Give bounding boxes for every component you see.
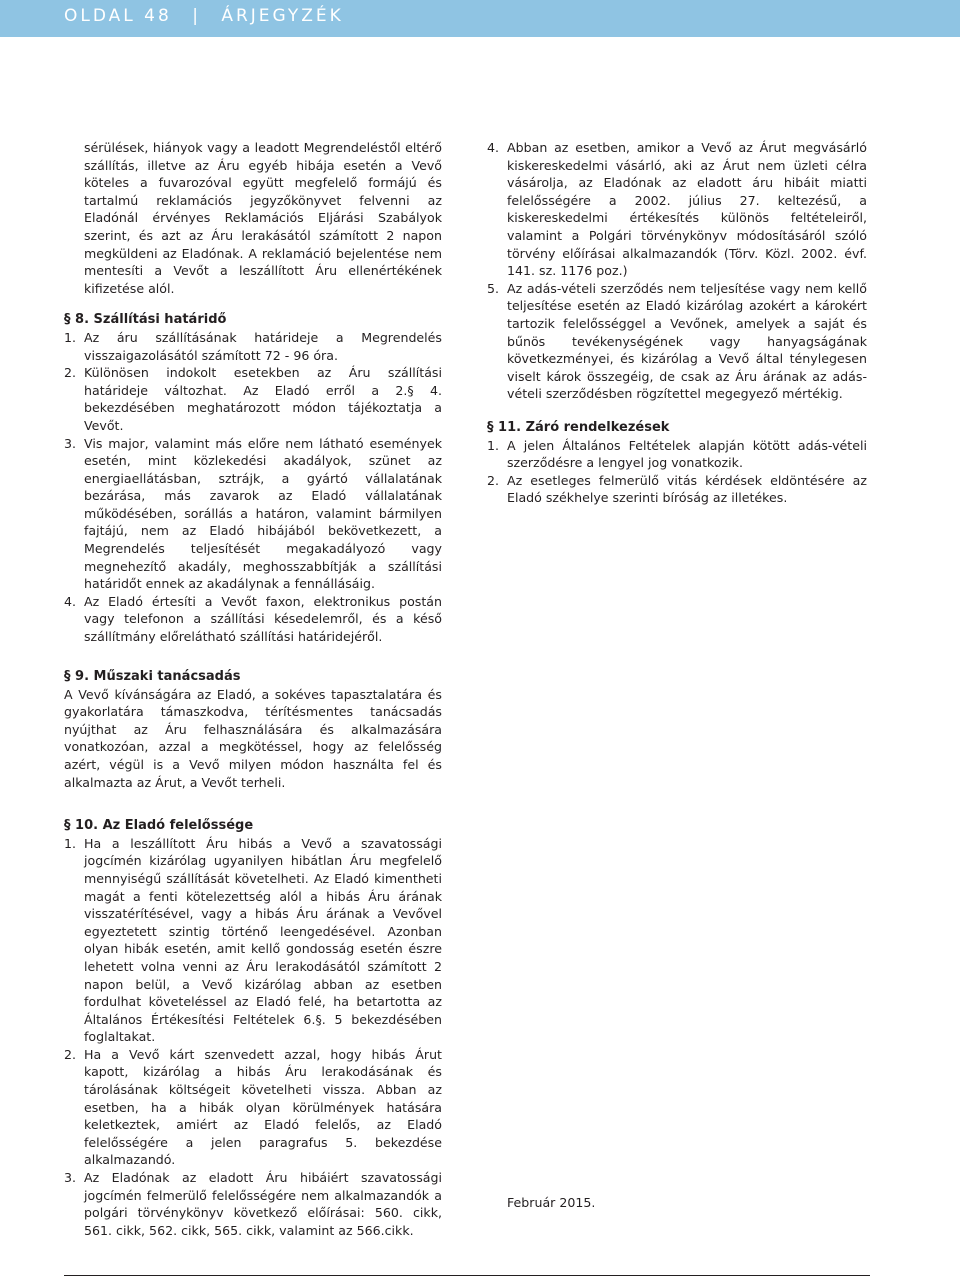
section-10-item-4 bbox=[487, 139, 867, 280]
item-text: A jelen Általános Feltételek alapján kötött adás-vételi szerződésre a lengyel jog vonatkozik. bbox=[507, 437, 867, 471]
header-section: ÁRJEGYZÉK bbox=[221, 6, 344, 26]
page-header bbox=[0, 0, 960, 37]
section-10-item-1 bbox=[64, 835, 442, 1046]
item-text: Különösen indokolt esetekben az Áru szállítási határideje változhat. Az Eladó erről a 2.§ 4. bekezdésében meghatározott módon tájékoztatja a Vevőt. bbox=[84, 365, 442, 433]
item-text: Az adás-vételi szerződés nem teljesítése vagy nem kellő teljesítése esetén az Eladó kizárólag azokért a károkért tartozik felelősséggel a Vevőnek, amelyek a saját és bűnös tevékenységének vagy hanyagságának következményei, és kizárólag a Vevő által ténylegesen viselt károk összegéig, de csak az Áru árának az adás-vételi szerződésben rögzítettel megegyező mértékig. bbox=[507, 280, 867, 402]
item-number: 1. bbox=[487, 437, 500, 453]
item-text: Ha a Vevő kárt szenvedett azzal, hogy hibás Árut kapott, kizárólag a hibás Áru lerakodásának és tárolásának költségeit követelheti vissza. Abban az esetben, ha a hibák olyan körülmények hatására keletkeztek, amiért az Eladó felelős, az Eladó felelősségére a jelen paragrafus 5. bekezdése alkalmazandó. bbox=[84, 1046, 442, 1168]
item-text: Vis major, valamint más előre nem látható események esetén, mint közlekedési akadályok, szünet az energiaellátásban, sztrájk, a gyártó vállalatának bezárása, más zavarok az Eladó vállalatának működésében, sorállás a határon, valamint bármilyen fajtájú, nem az Eladó hibájából bekövetkezett, a Megrendelés teljesítését megakadályozó vagy megnehezítő akadály, meghosszabbítják a szállítási határidőt ennek az akadálynak a fennállásáig. bbox=[84, 435, 442, 592]
section-10-item-3 bbox=[64, 1169, 442, 1239]
header-page-number: OLDAL 48 bbox=[64, 6, 172, 26]
item-number: 1. bbox=[64, 835, 77, 851]
section-11-item-1 bbox=[487, 437, 867, 472]
item-text: Az Eladó értesíti a Vevőt faxon, elektronikus postán vagy telefonon a szállítási késedelemről, és a késő szállítmány előrelátható szállítási határidejéről. bbox=[84, 593, 442, 645]
section-8-item-3 bbox=[64, 435, 442, 593]
section-11-item-2 bbox=[487, 472, 867, 507]
item-number: 2. bbox=[64, 1046, 77, 1062]
section-8-item-1 bbox=[64, 329, 442, 364]
left-column-bottom bbox=[64, 668, 442, 1239]
footer-divider bbox=[64, 1275, 870, 1276]
header-title bbox=[64, 5, 344, 27]
item-text: Az Eladónak az eladott Áru hibáiért szavatossági jogcímén felmerülő felelősségére nem alkalmazandók a polgári törvénykönyv következő előírásai: 560. cikk, 561. cikk, 562. cikk, 565. cikk, valamint az 566.cikk. bbox=[84, 1170, 442, 1238]
item-text: Az esetleges felmerülő vitás kérdések eldöntésére az Eladó székhelye szerinti bíróság az illetékes. bbox=[507, 472, 867, 506]
item-number: 3. bbox=[64, 1170, 77, 1186]
item-number: 1. bbox=[64, 329, 77, 345]
section-10-heading: § 10. Az Eladó felelőssége bbox=[64, 818, 254, 834]
section-9-text: A Vevő kívánságára az Eladó, a sokéves tapasztalatára és gyakorlatára támaszkodva, térítésmentes tanácsadás nyújthat az Áru felhasználására és alkalmazására vonatkozóan, azzal a megkötéssel, hogy az felelősség azért, végül is a Vevő milyen módon használta fel és alkalmazta az Árut, a Vevőt terheli. bbox=[64, 686, 442, 790]
left-column-top bbox=[64, 139, 442, 646]
item-text: Ha a leszállított Áru hibás a Vevő a szavatossági jogcímén kizárólag ugyanilyen hibátlan Áru megfelelő mennyiségű szállítását követelheti. Az Eladó kimentheti magát a fenti kötelezettség alól a hibás Áru árának visszatérítésével, vagy a hibás Áru árának a Vevővel egyeztetett szintig történő leengedésével. Azonban olyan hibák esetén, amit kellő gondosság esetén észre lehetett volna venni az Áru lerakodásától számított 2 napon belül, a Vevő kizárólag abban az esetben fordulhat követeléssel az Eladó felé, ha betartotta az Általános Értékesítési Feltételek 6.§. 5 bekezdésében foglaltakat. bbox=[84, 835, 442, 1045]
item-number: 4. bbox=[64, 593, 77, 609]
intro-paragraph: sérülések, hiányok vagy a leadott Megrendeléstől eltérő szállítás, illetve az Áru egyéb hibája esetén a Vevő köteles a fuvarozóval együtt megfelelő formájú és tartalmú reklamációs jegyzőkönyvet felvenni az Eladónál érvényes Reklamációs Eljárási Szabályok szerint, és azt az Áru lerakásától számított 2 napon megküldeni az Eladónak. A reklamáció bejelentése nem mentesíti a Vevőt a leszállított Áru ellenértékének kifizetése alól. bbox=[84, 140, 442, 296]
item-text: Az áru szállításának határideje a Megrendelés visszaigazolásától számított 72 - 96 óra. bbox=[84, 329, 442, 363]
section-8-item-4 bbox=[64, 593, 442, 646]
item-number: 2. bbox=[64, 365, 77, 381]
section-11-heading: § 11. Záró rendelkezések bbox=[487, 419, 670, 435]
section-8-item-2 bbox=[64, 364, 442, 434]
right-column bbox=[487, 139, 867, 507]
item-number: 4. bbox=[487, 140, 500, 155]
item-number: 3. bbox=[64, 435, 77, 451]
section-9-heading: § 9. Műszaki tanácsadás bbox=[64, 669, 241, 684]
section-10-item-5 bbox=[487, 280, 867, 403]
section-10-item-2 bbox=[64, 1046, 442, 1169]
item-text: Abban az esetben, amikor a Vevő az Árut megvásárló kiskereskedelmi vásárló, aki az Árut nem üzleti célra vásárolja, az Eladónak az eladott áru hibáit miatti felelősségére a 2002. július 27. keltezésű, a kiskereskedelmi értékesítés különös feltételeiről, valamint a Polgári törvénykönyv módosításáról szóló törvény előírásai alkalmazandók (Törv. Közl. 2002. évf. 141. sz. 1176 poz.) bbox=[507, 140, 867, 279]
header-separator: | bbox=[192, 6, 201, 26]
section-8-heading: § 8. Szállítási határidő bbox=[64, 312, 227, 328]
document-date: Február 2015. bbox=[507, 1195, 596, 1210]
item-number: 2. bbox=[487, 472, 500, 488]
item-number: 5. bbox=[487, 280, 500, 296]
